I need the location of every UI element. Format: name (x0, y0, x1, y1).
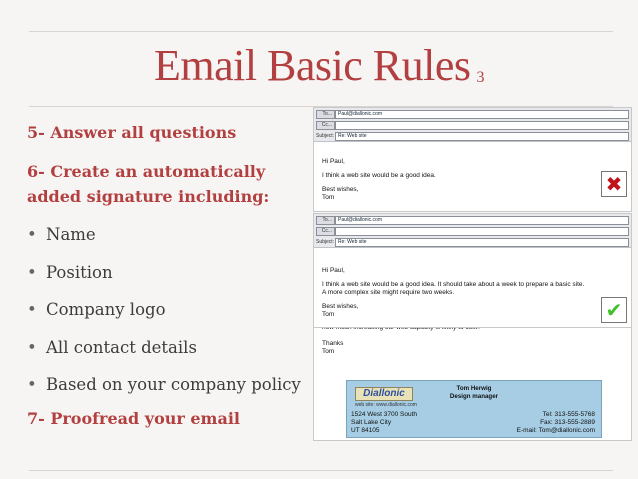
list-item: • Based on your company policy (27, 366, 312, 404)
signature-email: E-mail: Tom@diallonic.com (516, 427, 595, 434)
bottom-divider (29, 470, 613, 471)
address-line-2: Salt Lake City (351, 419, 392, 426)
email-closing: Best wishes, (322, 186, 359, 193)
email-line: A more complex site might require two weeks. (322, 289, 455, 296)
company-website: web site: www.diallonic.com (355, 402, 417, 408)
email-greeting: Hi Paul, (322, 267, 345, 274)
cc-field[interactable] (335, 227, 629, 236)
bullet-icon: • (27, 300, 37, 319)
email-line: I think a web site would be a good idea. (322, 172, 436, 179)
list-item: • Name (27, 216, 312, 254)
signature-fax: Fax: 313-555-2889 (540, 419, 595, 426)
subject-field[interactable] (335, 132, 629, 141)
email-greeting: Hi Paul, (322, 158, 345, 165)
email-good-example (313, 213, 632, 328)
check-icon: ✔ (601, 297, 627, 323)
signature-items-list (27, 216, 312, 404)
rule-5-heading: 5- Answer all questions (27, 123, 237, 142)
email-sender-name: Tom (322, 311, 335, 318)
cross-icon: ✖ (601, 171, 627, 197)
email-closing: Best wishes, (322, 303, 359, 310)
rule-6-heading-line1: 6- Create an automatically (27, 162, 266, 181)
content-left (27, 120, 312, 431)
address-line-3: UT 84105 (351, 427, 380, 434)
email-sender-name: Tom (322, 194, 335, 201)
title-number: 3 (476, 69, 485, 86)
rule-6-heading-line2: added signature including: (27, 187, 270, 206)
list-item: • Company logo (27, 291, 312, 329)
email-header: To... Paul@diallonic.com Cc... Subject: Re: Web site (314, 214, 631, 248)
subject-field[interactable] (335, 238, 629, 247)
email-sender-name: Tom (322, 348, 335, 355)
bullet-icon: • (27, 225, 37, 244)
cc-field[interactable] (335, 121, 629, 130)
top-divider (29, 31, 613, 32)
email-body (314, 142, 631, 202)
list-item: • All contact details (27, 329, 312, 367)
address-line-1: 1524 West 3700 South (351, 411, 418, 418)
email-line: I think a web site would be a good idea. It should take about a week to prepare a basic site. (322, 281, 585, 288)
bullet-icon: • (27, 262, 37, 282)
slide-title: Email Basic Rules 3 (153, 41, 485, 90)
rule-7-heading: 7- Proofread your email (27, 408, 240, 428)
email-thanks: Thanks (322, 340, 344, 347)
signature-person-name: Tom Herwig (456, 385, 492, 392)
signature-person-title: Design manager (449, 393, 499, 400)
email-body (314, 248, 631, 319)
bullet-icon: • (27, 375, 37, 394)
list-item: • Position (27, 254, 312, 292)
signature-card (346, 380, 602, 438)
bullet-icon: • (27, 337, 37, 357)
email-bad-example (313, 107, 632, 212)
company-logo: Diallonic (355, 387, 413, 401)
email-header: To... Paul@diallonic.com Cc... Subject: Re: Web site (314, 108, 631, 142)
signature-person (439, 385, 509, 401)
signature-phone: Tel: 313-555-5768 (542, 411, 595, 418)
